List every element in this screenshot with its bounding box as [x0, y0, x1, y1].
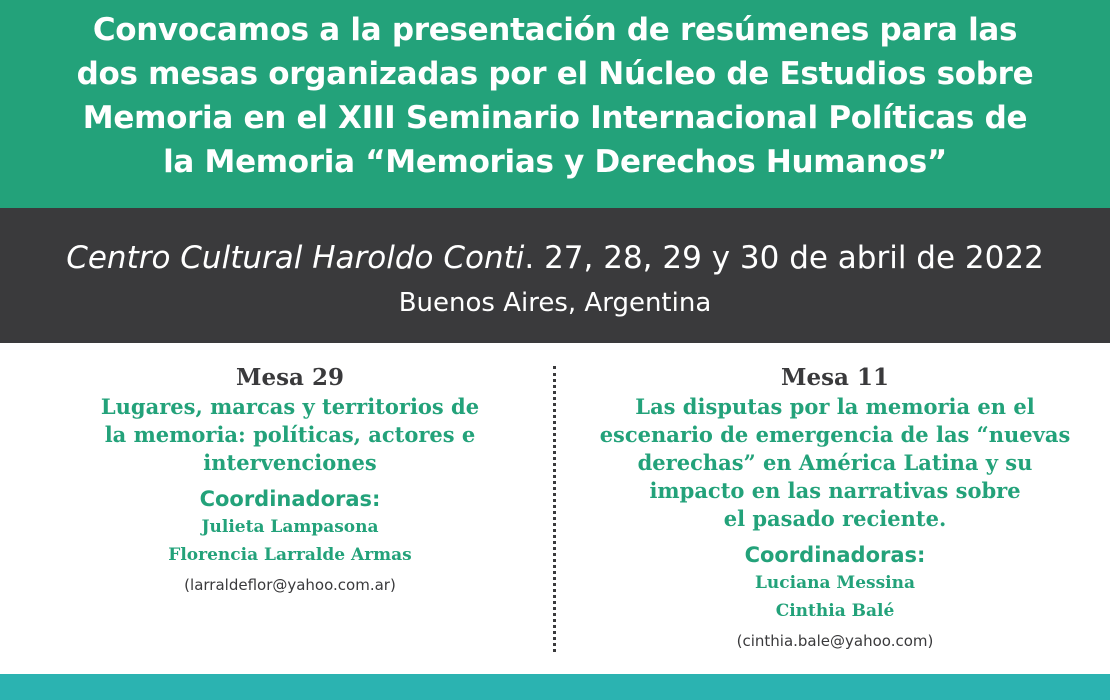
mesa-title: Mesa 11	[781, 364, 889, 391]
title-line: dos mesas organizadas por el Núcleo de Estudios sobre	[76, 56, 1034, 92]
topic-line: escenario de emergencia de las “nuevas	[599, 422, 1071, 447]
venue-dates-line	[0, 238, 1110, 278]
mesa-11-column	[570, 363, 1100, 653]
mesa-topic	[30, 393, 550, 477]
column-divider	[553, 366, 556, 652]
title-line: Memoria en el XIII Seminario Internacional Políticas de	[82, 100, 1028, 136]
coordinator-name: Cinthia Balé	[775, 601, 895, 621]
mesa-topic	[570, 393, 1100, 533]
header-banner	[0, 0, 1110, 208]
call-for-abstracts-title	[0, 8, 1110, 184]
topic-line: la memoria: políticas, actores e	[104, 422, 476, 447]
coordinator-name: Luciana Messina	[754, 573, 916, 593]
topic-line: Lugares, marcas y territorios de	[100, 394, 480, 419]
topic-line: intervenciones	[203, 450, 377, 475]
topic-line: el pasado reciente.	[723, 506, 947, 531]
coordinator-name: Julieta Lampasona	[201, 517, 379, 537]
coordinators-heading: Coordinadoras:	[199, 487, 381, 511]
mesa-29-column	[30, 363, 550, 597]
mesa-title: Mesa 29	[236, 364, 344, 391]
topic-line: impacto en las narrativas sobre	[649, 478, 1021, 503]
title-line: Convocamos a la presentación de resúmenes para las	[92, 12, 1018, 48]
venue-banner	[0, 208, 1110, 343]
contact-email: (cinthia.bale@yahoo.com)	[736, 632, 934, 650]
venue-city: Buenos Aires, Argentina	[398, 288, 712, 318]
event-dates: . 27, 28, 29 y 30 de abril de 2022	[524, 240, 1044, 276]
topic-line: Las disputas por la memoria en el	[635, 394, 1035, 419]
topic-line: derechas” en América Latina y su	[637, 450, 1033, 475]
footer-banner	[0, 674, 1110, 700]
coordinator-name: Florencia Larralde Armas	[168, 545, 412, 565]
title-line: la Memoria “Memorias y Derechos Humanos”	[163, 144, 947, 180]
venue-name: Centro Cultural Haroldo Conti	[66, 240, 525, 276]
coordinators-heading: Coordinadoras:	[744, 543, 926, 567]
contact-email: (larraldeflor@yahoo.com.ar)	[184, 576, 396, 594]
